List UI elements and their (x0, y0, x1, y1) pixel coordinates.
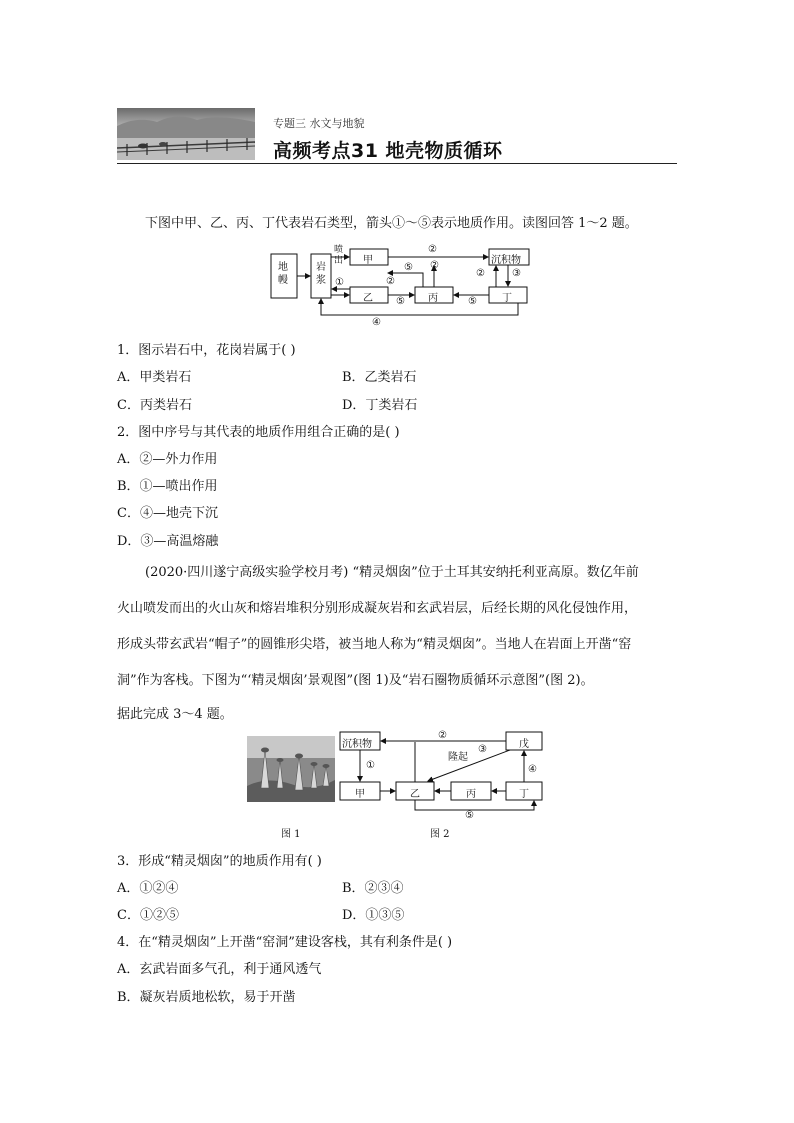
arrow2-label-2: ② (438, 730, 447, 741)
page-title: 高频考点31 地壳物质循环 (273, 140, 503, 162)
arrow-label-2b: ② (430, 260, 439, 271)
question-4-stem: 4．在“精灵烟囱”上开凿“窑洞”建设客栈，其有利条件是( ) (117, 935, 453, 950)
header-landscape-photo (117, 108, 255, 160)
label2-jia: 甲 (355, 789, 365, 800)
figure-1-caption: 图 1 (281, 829, 301, 840)
passage-line-4: 洞”作为客栈。下图为“‘精灵烟囱’景观图”(图 1)及“岩石圈物质循环示意图”(图 2)。 (117, 673, 594, 688)
passage-line-1: (2020·四川遂宁高级实验学校月考) “精灵烟囱”位于土耳其安纳托利亚高原。数亿年前 (145, 565, 639, 580)
label2-wu: 戊 (519, 739, 529, 750)
question-4-option-a: A．玄武岩面多气孔，利于通风透气 (117, 962, 322, 977)
label-erupt: 喷出 (334, 245, 344, 266)
question-3-option-a: A．①②④ (117, 881, 179, 896)
label-ding: 丁 (502, 293, 512, 304)
rock-cycle-diagram-2 (338, 730, 548, 822)
label-jia: 甲 (363, 255, 373, 266)
label2-ding: 丁 (519, 789, 529, 800)
arrow-label-3: ③ (512, 268, 521, 279)
question-1-stem: 1．图示岩石中，花岗岩属于( ) (117, 343, 296, 358)
fairy-chimney-photo (247, 736, 335, 802)
arrow2-label-4: ④ (528, 764, 537, 775)
label2-sediment: 沉积物 (342, 739, 372, 750)
figure-2-caption: 图 2 (430, 829, 450, 840)
question-4-option-b: B．凝灰岩质地松软，易于开凿 (117, 990, 296, 1005)
question-1-option-a: A．甲类岩石 (117, 370, 192, 385)
arrow-label-4: ④ (372, 317, 381, 328)
label-yi: 乙 (363, 293, 373, 304)
question-3-option-c: C．①②⑤ (117, 908, 179, 923)
arrow2-label-1: ① (366, 760, 375, 771)
label-sediment: 沉积物 (491, 255, 521, 266)
arrow2-label-3: ③ (478, 744, 487, 755)
question-1-option-b: B．乙类岩石 (342, 370, 417, 385)
passage-line-3: 形成头带玄武岩“帽子”的圆锥形尖塔，被当地人称为“精灵烟囱”。当地人在岩面上开凿“窑 (117, 637, 632, 652)
question-1-option-c: C．丙类岩石 (117, 398, 192, 413)
arrow-label-2a: ② (428, 244, 437, 255)
arrow-label-2c: ② (386, 276, 395, 287)
label2-uplift: 隆起 (448, 752, 468, 763)
question-2-option-a: A．②—外力作用 (117, 452, 218, 467)
passage-line-2: 火山喷发而出的火山灰和熔岩堆积分别形成凝灰岩和玄武岩层，后经长期的风化侵蚀作用， (117, 601, 638, 616)
label-mantle: 地幔 (278, 262, 288, 286)
passage-line-5: 据此完成 3～4 题。 (117, 707, 233, 722)
arrow2-label-5: ⑤ (465, 810, 474, 821)
question-2-option-b: B．①—喷出作用 (117, 479, 218, 494)
arrow-label-2d: ② (476, 268, 485, 279)
question-3-option-b: B．②③④ (342, 881, 404, 896)
question-3-option-d: D．①③⑤ (342, 908, 405, 923)
header-divider (117, 163, 677, 164)
arrow-label-1: ① (335, 277, 344, 288)
question-2-option-d: D．③—高温熔融 (117, 534, 219, 549)
rock-cycle-diagram-1 (268, 243, 538, 331)
arrow-label-5c: ⑤ (468, 296, 477, 307)
label2-bing: 丙 (466, 789, 476, 800)
topic-label: 专题三 水文与地貌 (273, 117, 365, 130)
arrow-label-5a: ⑤ (404, 262, 413, 273)
label-magma: 岩浆 (316, 262, 326, 286)
label-bing: 丙 (428, 293, 438, 304)
question-2-stem: 2．图中序号与其代表的地质作用组合正确的是( ) (117, 425, 400, 440)
arrow-label-5b: ⑤ (396, 296, 405, 307)
question-1-option-d: D．丁类岩石 (342, 398, 418, 413)
label2-yi: 乙 (410, 789, 420, 800)
question-3-stem: 3．形成“精灵烟囱”的地质作用有( ) (117, 854, 322, 869)
question-2-option-c: C．④—地壳下沉 (117, 506, 218, 521)
intro-paragraph-1: 下图中甲、乙、丙、丁代表岩石类型，箭头①～⑤表示地质作用。读图回答 1～2 题。 (145, 216, 638, 231)
